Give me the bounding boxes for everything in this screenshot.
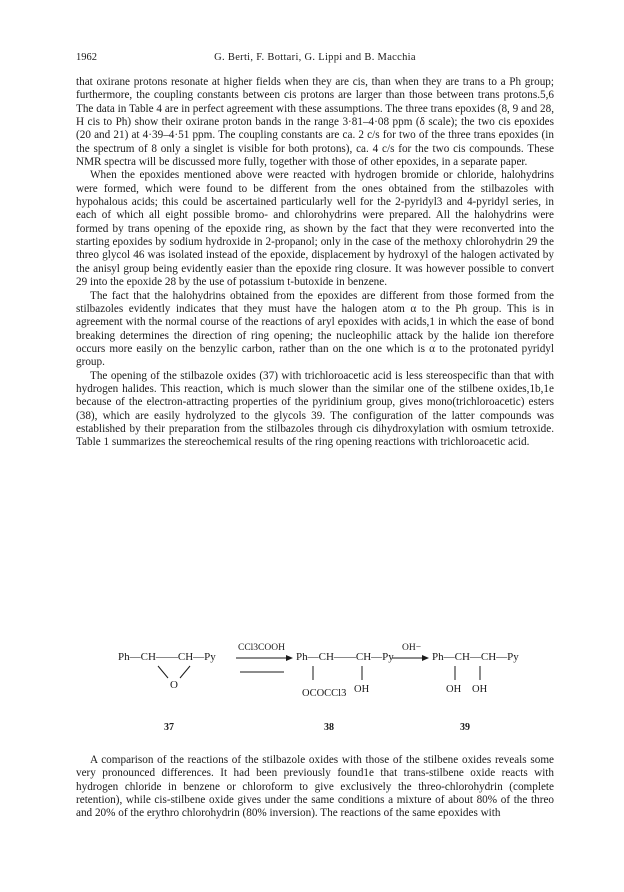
ester-group: OCOCCl3 — [302, 688, 347, 699]
page-number: 1962 — [76, 52, 97, 63]
compound-38-formula: Ph—CH——CH—Py — [296, 651, 394, 663]
reaction-scheme-svg — [100, 638, 540, 748]
running-authors: G. Berti, F. Bottari, G. Lippi and B. Macchia — [214, 52, 416, 63]
epoxide-bond-left — [158, 666, 168, 678]
paragraph-halohydrins: When the epoxides mentioned above were reacted with hydrogen bromide or chloride, halohydrins were formed, which were found to be different from the ones obtained from the stilbazoles with hypohalous acids; this could be ascertained particularly well for the 2-pyridyl3 and 4-pyridyl series, in each of which all eight possible bromo- and chlorohydrins were prepared. All the halohydrins were formed by trans opening of the epoxide ring, as shown by the fact that they were reconverted into the starting epoxides by sodium hydroxide in 2-propanol; only in the case of the methoxy chlorohydrin 29 the threo glycol 46 was isolated instead of the epoxide, displacement by hydroxyl of the halogen activated by the anisyl group being evidently easier than the epoxide ring closure. It was however possible to convert 29 into the epoxide 28 by the use of potassium t-butoxide in benzene. — [76, 169, 554, 289]
compound-37-formula: Ph—CH——CH—Py — [118, 651, 216, 663]
reaction-arrow-1-head — [286, 655, 293, 661]
hydroxyl-39a: OH — [446, 684, 462, 695]
compound-number-38: 38 — [324, 722, 334, 733]
reagent-trichloroacetic-acid: CCl3COOH — [238, 643, 285, 653]
running-header — [76, 52, 554, 68]
epoxide-bond-right — [180, 666, 190, 678]
hydroxyl-38: OH — [354, 684, 370, 695]
epoxide-oxygen: O — [170, 679, 178, 691]
compound-number-39: 39 — [460, 722, 470, 733]
compound-number-37: 37 — [164, 722, 174, 733]
paragraph-comparison: A comparison of the reactions of the stilbazole oxides with those of the stilbene oxides reveals some very pronounced differences. It had been previously found1e that trans-stilbene oxide reacts with hydrogen chloride in benzene or chloroform to give exclusively the threo-chlorohydrin (complete retention), while cis-stilbene oxide gives under the same conditions a mixture of about 80% of the threo and 20% of the erythro chlorohydrin (80% inversion). The reactions of the same epoxides with — [76, 754, 554, 820]
paragraph-nmr: that oxirane protons resonate at higher fields when they are cis, than when they are trans to a Ph group; furthermore, the coupling constants between cis protons are larger than those between trans protons.5,6 The data in Table 4 are in perfect agreement with these assumptions. The three trans epoxides (8, 9 and 28, H cis to Ph) show their oxirane proton bands in the range 3·81–4·08 ppm (δ scale); the two cis epoxides (20 and 21) at 4·39–4·51 ppm. The coupling constants are ca. 2 c/s for two of the three trans epoxides (in the spectrum of 8 only a singlet is visible for both protons), ca. 4 c/s for the two cis compounds. These NMR spectra will be discussed more fully, together with those of other epoxides, in a separate paper. — [76, 76, 554, 169]
body-text — [76, 76, 554, 450]
paragraph-alpha-halogen: The fact that the halohydrins obtained from the epoxides are different from those formed from the stilbazoles evidently indicates that they must have the halogen atom α to the Ph group. This is in agreement with the normal course of the reactions of aryl epoxides with acids,1 in which the ease of bond breaking determines the direction of ring opening; the nucleophilic attack by the halide ion therefore occurs more easily on the benzylic carbon, rather than on the one which is α to the protonated pyridyl group. — [76, 289, 554, 369]
compound-39-formula: Ph—CH—CH—Py — [432, 651, 519, 663]
reagent-hydroxide: OH− — [402, 643, 422, 653]
reaction-arrow-2-head — [422, 655, 429, 661]
hydroxyl-39b: OH — [472, 684, 488, 695]
paragraph-trichloroacetic: The opening of the stilbazole oxides (37) with trichloroacetic acid is less stereospecific than that with hydrogen halides. This reaction, which is much slower than the similar one of the stilbene oxides,1b,1e because of the electron-attracting properties of the pyridinium group, gives mono(trichloroacetic) esters (38), which are easily hydrolyzed to the glycols 39. The configuration of the latter compounds was established by their preparation from the stilbazoles through cis dihydroxylation with osmium tetroxide. Table 1 summarizes the stereochemical results of the ring opening reactions with trichloroacetic acid. — [76, 369, 554, 449]
body-text-continued — [76, 754, 554, 821]
reaction-scheme — [100, 638, 540, 748]
